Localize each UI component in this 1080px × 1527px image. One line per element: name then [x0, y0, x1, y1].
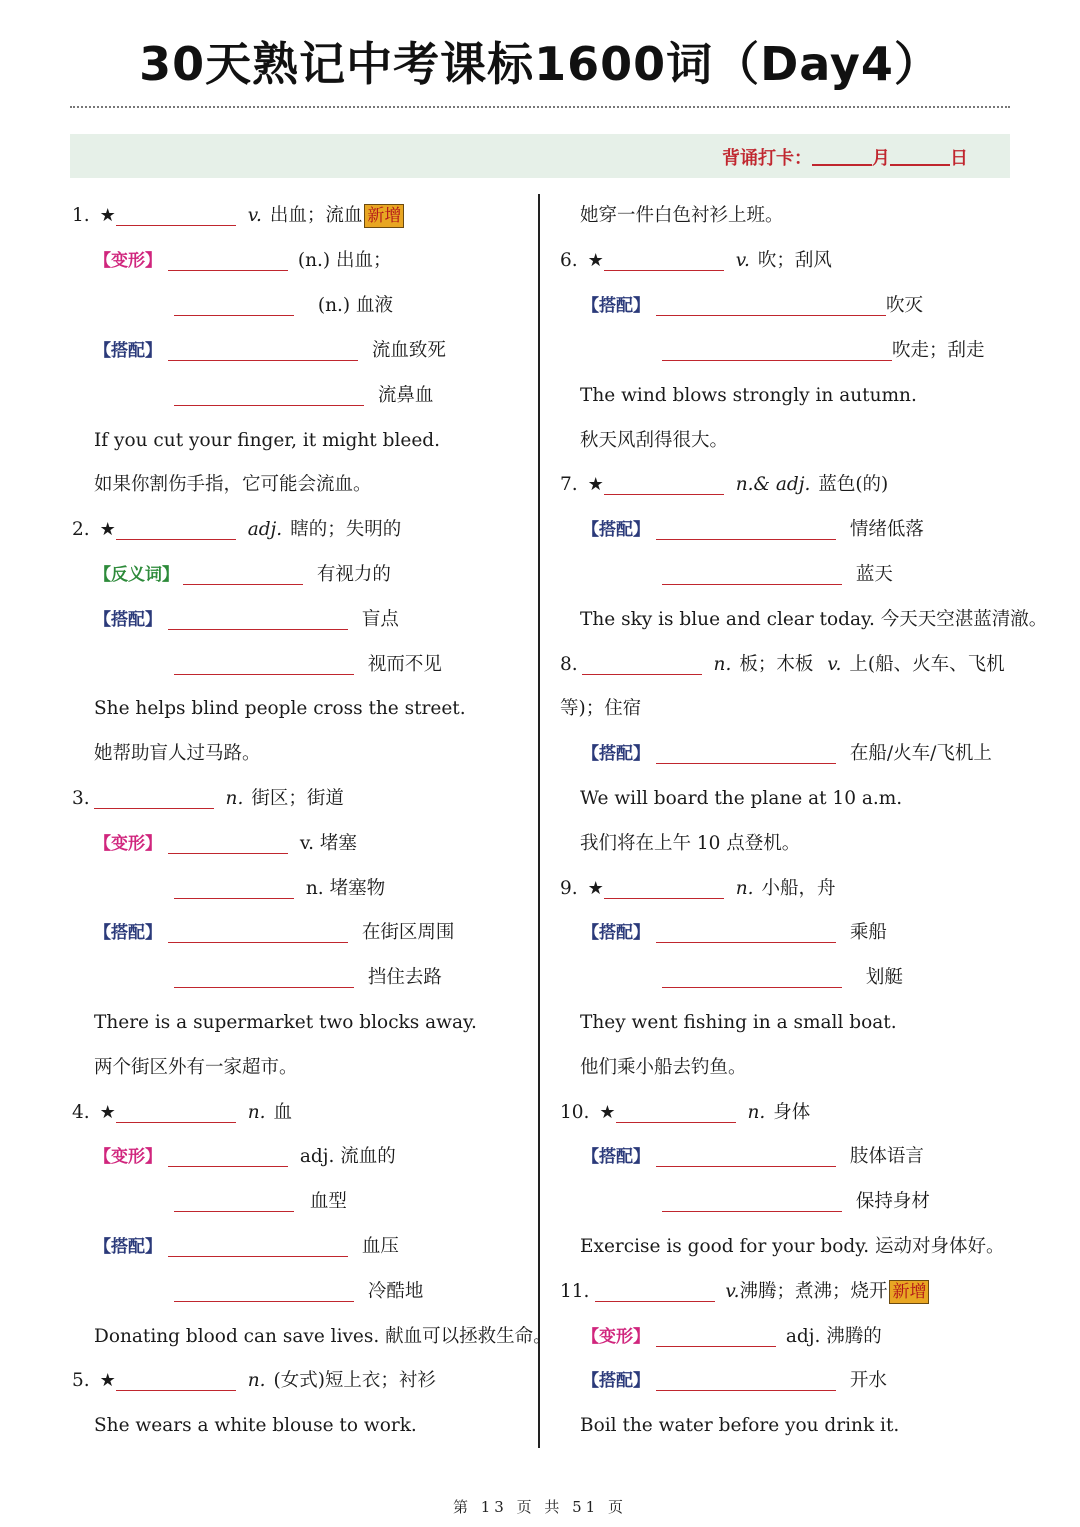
collocation-meaning: 视而不见	[367, 654, 442, 675]
entry-9-head	[560, 874, 836, 904]
entry-3-head	[72, 784, 344, 814]
antonym-tag: 【反义词】	[94, 565, 179, 585]
answer-blank[interactable]	[604, 252, 724, 271]
checkin-bar	[70, 134, 1010, 178]
entry-10-head	[560, 1098, 810, 1128]
answer-blank[interactable]	[174, 297, 294, 316]
star-icon: ★	[99, 519, 116, 540]
collocation-tag: 【搭配】	[94, 610, 162, 630]
meaning: 血	[273, 1102, 292, 1123]
answer-blank[interactable]	[656, 521, 836, 540]
answer-blank[interactable]	[174, 656, 354, 675]
star-icon: ★	[99, 205, 116, 226]
part-of-speech: n.	[713, 654, 732, 675]
answer-blank[interactable]	[174, 1193, 294, 1212]
meaning: 街区；街道	[251, 788, 344, 809]
entry-2-example-en: She helps blind people cross the street.	[94, 698, 466, 719]
entry-4-example: Donating blood can save lives. 献血可以拯救生命。	[94, 1326, 552, 1347]
part-of-speech: n.	[225, 788, 244, 809]
collocation-meaning: 保持身材	[855, 1191, 930, 1212]
collocation-tag: 【搭配】	[582, 1147, 650, 1167]
collocation-meaning: 划艇	[865, 967, 903, 988]
variant-meaning: adj. 沸腾的	[785, 1326, 882, 1347]
entry-number: 3.	[72, 788, 90, 809]
collocation-meaning: 盲点	[361, 609, 399, 630]
entry-6-example-zh: 秋天风刮得很大。	[580, 430, 729, 451]
entry-number: 7.	[560, 474, 578, 495]
meaning: 板；木板	[739, 654, 814, 675]
meaning: 小船，舟	[761, 878, 836, 899]
answer-blank[interactable]	[116, 1372, 236, 1391]
answer-blank[interactable]	[183, 566, 303, 585]
entry-10-collocation-2	[662, 1187, 930, 1217]
entry-7-head	[560, 470, 888, 500]
answer-blank[interactable]	[174, 387, 364, 406]
variant-tag: 【变形】	[94, 251, 162, 271]
entry-2-collocation-2	[174, 650, 442, 680]
collocation-tag: 【搭配】	[94, 341, 162, 361]
entry-number: 2.	[72, 519, 90, 540]
part-of-speech: n.	[735, 878, 754, 899]
meaning: 出血；流血	[269, 205, 363, 226]
collocation-tag: 【搭配】	[94, 1237, 162, 1257]
part-of-speech: v.	[735, 250, 750, 271]
part-of-speech-2: v.	[827, 654, 842, 675]
answer-blank[interactable]	[582, 656, 702, 675]
meaning-2: 上(船、火车、飞机	[849, 654, 1005, 675]
entry-11-variant-1	[582, 1322, 882, 1352]
star-icon: ★	[599, 1102, 616, 1123]
part-of-speech: adj.	[247, 519, 283, 540]
star-icon: ★	[99, 1102, 116, 1123]
variant-meaning: (n.) 出血；	[297, 250, 392, 271]
answer-blank[interactable]	[616, 1104, 736, 1123]
variant-tag: 【变形】	[582, 1327, 650, 1347]
collocation-meaning: 冷酷地	[367, 1281, 424, 1302]
entry-11-collocation-1	[582, 1366, 887, 1396]
title-divider	[70, 106, 1010, 108]
page-title: 30天熟记中考课标1600词（Day4）	[139, 37, 941, 91]
entry-5-example-zh: 她穿一件白色衬衫上班。	[580, 205, 784, 226]
star-icon: ★	[587, 250, 604, 271]
entry-4-variant-1	[94, 1142, 396, 1172]
variant-tag: 【变形】	[94, 834, 162, 854]
entry-8-example-zh: 我们将在上午 10 点登机。	[580, 833, 801, 854]
answer-blank[interactable]	[656, 1148, 836, 1167]
meaning: 蓝色(的)	[818, 474, 889, 495]
entry-3-example-zh: 两个街区外有一家超市。	[94, 1057, 298, 1078]
entry-5-head	[72, 1366, 436, 1396]
entry-1-example-en: If you cut your finger, it might bleed.	[94, 430, 440, 451]
star-icon: ★	[99, 1370, 116, 1391]
answer-blank[interactable]	[174, 1283, 354, 1302]
entry-number: 8.	[560, 654, 578, 675]
answer-blank[interactable]	[662, 969, 842, 988]
entry-1-head	[72, 201, 404, 231]
entry-2-collocation-1	[94, 605, 399, 635]
checkin-label: 背诵打卡：	[722, 148, 812, 169]
collocation-meaning: 情绪低落	[849, 519, 924, 540]
answer-blank[interactable]	[116, 1104, 236, 1123]
entry-2-example-zh: 她帮助盲人过马路。	[94, 743, 261, 764]
meaning: 瞎的；失明的	[290, 519, 402, 540]
answer-blank[interactable]	[168, 252, 288, 271]
entry-7-collocation-2	[662, 560, 893, 590]
collocation-tag: 【搭配】	[582, 1371, 650, 1391]
collocation-meaning: 挡住去路	[367, 967, 442, 988]
part-of-speech: n.	[747, 1102, 766, 1123]
collocation-tag: 【搭配】	[582, 744, 650, 764]
meaning: (女式)短上衣；衬衫	[273, 1370, 436, 1391]
answer-blank[interactable]	[174, 880, 294, 899]
answer-blank[interactable]	[604, 476, 724, 495]
variant-meaning: (n.) 血液	[317, 295, 394, 316]
entry-number: 11.	[560, 1281, 590, 1302]
day-blank[interactable]	[890, 148, 950, 166]
star-icon: ★	[587, 878, 604, 899]
answer-blank[interactable]	[116, 521, 236, 540]
answer-blank[interactable]	[174, 969, 354, 988]
entry-7-collocation-1	[582, 515, 924, 545]
entry-number: 10.	[560, 1102, 590, 1123]
collocation-meaning: 流血致死	[371, 340, 446, 361]
entry-11-example-en: Boil the water before you drink it.	[580, 1415, 900, 1436]
entry-10-example: Exercise is good for your body. 运动对身体好。	[580, 1236, 1005, 1257]
entry-7-example: The sky is blue and clear today. 今天天空湛蓝清澈。	[580, 609, 1048, 630]
collocation-tag: 【搭配】	[94, 923, 162, 943]
checkin-text	[722, 144, 968, 170]
entry-8-collocation-1	[582, 739, 992, 769]
new-badge: 新增	[364, 204, 404, 228]
meaning: 沸腾；煮沸；烧开	[739, 1281, 888, 1302]
entry-5-example-en: She wears a white blouse to work.	[94, 1415, 417, 1436]
page-footer: 第 13 页 共 51 页	[452, 1498, 627, 1516]
answer-blank[interactable]	[168, 835, 288, 854]
entry-6-collocation-1	[582, 291, 923, 321]
day-label: 日	[950, 148, 968, 169]
variant-meaning: n. 堵塞物	[305, 878, 386, 899]
answer-blank[interactable]	[656, 1328, 776, 1347]
entry-1-collocation-2	[174, 381, 433, 411]
entry-number: 9.	[560, 878, 578, 899]
entry-8-head	[560, 650, 1005, 680]
entry-9-collocation-2	[662, 963, 903, 993]
answer-blank[interactable]	[604, 880, 724, 899]
answer-blank[interactable]	[168, 924, 348, 943]
collocation-meaning: 吹走；刮走	[892, 340, 985, 361]
entry-6-example-en: The wind blows strongly in autumn.	[580, 385, 917, 406]
collocation-meaning: 开水	[849, 1370, 887, 1391]
entry-number: 6.	[560, 250, 578, 271]
answer-blank[interactable]	[656, 745, 836, 764]
meaning: 身体	[773, 1102, 811, 1123]
entry-4-collocation-2	[174, 1277, 423, 1307]
part-of-speech: n.& adj.	[735, 474, 811, 495]
entry-6-head	[560, 246, 832, 276]
collocation-meaning: 乘船	[849, 922, 887, 943]
answer-blank[interactable]	[94, 790, 214, 809]
answer-blank[interactable]	[168, 342, 358, 361]
entry-4-head	[72, 1098, 292, 1128]
entry-10-collocation-1	[582, 1142, 924, 1172]
entry-3-variant-2	[174, 874, 385, 904]
entry-2-antonym	[94, 560, 391, 590]
entry-6-collocation-2	[662, 336, 985, 366]
entry-4-collocation-1	[94, 1232, 399, 1262]
entry-1-collocation-1	[94, 336, 446, 366]
entry-9-example-en: They went fishing in a small boat.	[580, 1012, 897, 1033]
month-label: 月	[872, 148, 890, 169]
collocation-tag: 【搭配】	[582, 923, 650, 943]
star-icon: ★	[587, 474, 604, 495]
entry-8-example-en: We will board the plane at 10 a.m.	[580, 788, 903, 809]
entry-1-variant-2	[174, 291, 393, 321]
collocation-tag: 【搭配】	[582, 520, 650, 540]
part-of-speech: n.	[247, 1102, 266, 1123]
answer-blank[interactable]	[168, 1148, 288, 1167]
answer-blank[interactable]	[656, 297, 886, 316]
answer-blank[interactable]	[116, 207, 236, 226]
answer-blank[interactable]	[662, 342, 892, 361]
entry-2-head	[72, 515, 401, 545]
variant-meaning: adj. 流血的	[299, 1146, 396, 1167]
collocation-meaning: 蓝天	[855, 564, 893, 585]
antonym-meaning: 有视力的	[316, 564, 391, 585]
entry-number: 4.	[72, 1102, 90, 1123]
variant-meaning: 血型	[309, 1191, 347, 1212]
answer-blank[interactable]	[168, 1238, 348, 1257]
collocation-meaning: 吹灭	[886, 295, 924, 316]
answer-blank[interactable]	[662, 1193, 842, 1212]
answer-blank[interactable]	[595, 1283, 715, 1302]
collocation-meaning: 在街区周围	[361, 922, 455, 943]
part-of-speech: v.	[725, 1281, 740, 1302]
column-divider	[538, 194, 540, 1448]
variant-meaning: v. 堵塞	[299, 833, 357, 854]
entry-1-example-zh: 如果你割伤手指，它可能会流血。	[94, 474, 372, 495]
part-of-speech: n.	[247, 1370, 266, 1391]
entry-number: 5.	[72, 1370, 90, 1391]
entry-11-head	[560, 1277, 929, 1307]
entry-3-collocation-2	[174, 963, 442, 993]
variant-tag: 【变形】	[94, 1147, 162, 1167]
entry-4-variant-2	[174, 1187, 347, 1217]
part-of-speech: v.	[247, 205, 262, 226]
answer-blank[interactable]	[656, 1372, 836, 1391]
collocation-meaning: 流鼻血	[377, 385, 434, 406]
entry-3-variant-1	[94, 829, 357, 859]
entry-number: 1.	[72, 205, 90, 226]
answer-blank[interactable]	[662, 566, 842, 585]
new-badge: 新增	[889, 1280, 929, 1304]
collocation-meaning: 血压	[361, 1236, 399, 1257]
collocation-tag: 【搭配】	[582, 296, 650, 316]
answer-blank[interactable]	[656, 924, 836, 943]
entry-9-example-zh: 他们乘小船去钓鱼。	[580, 1057, 747, 1078]
entry-3-example-en: There is a supermarket two blocks away.	[94, 1012, 477, 1033]
entry-8-meaning-cont: 等)；住宿	[560, 698, 642, 719]
month-blank[interactable]	[812, 148, 872, 166]
meaning: 吹；刮风	[757, 250, 832, 271]
collocation-meaning: 在船/火车/飞机上	[849, 743, 992, 764]
entry-9-collocation-1	[582, 918, 887, 948]
collocation-meaning: 肢体语言	[849, 1146, 924, 1167]
answer-blank[interactable]	[168, 611, 348, 630]
entry-3-collocation-1	[94, 918, 454, 948]
entry-1-variant-1	[94, 246, 392, 276]
